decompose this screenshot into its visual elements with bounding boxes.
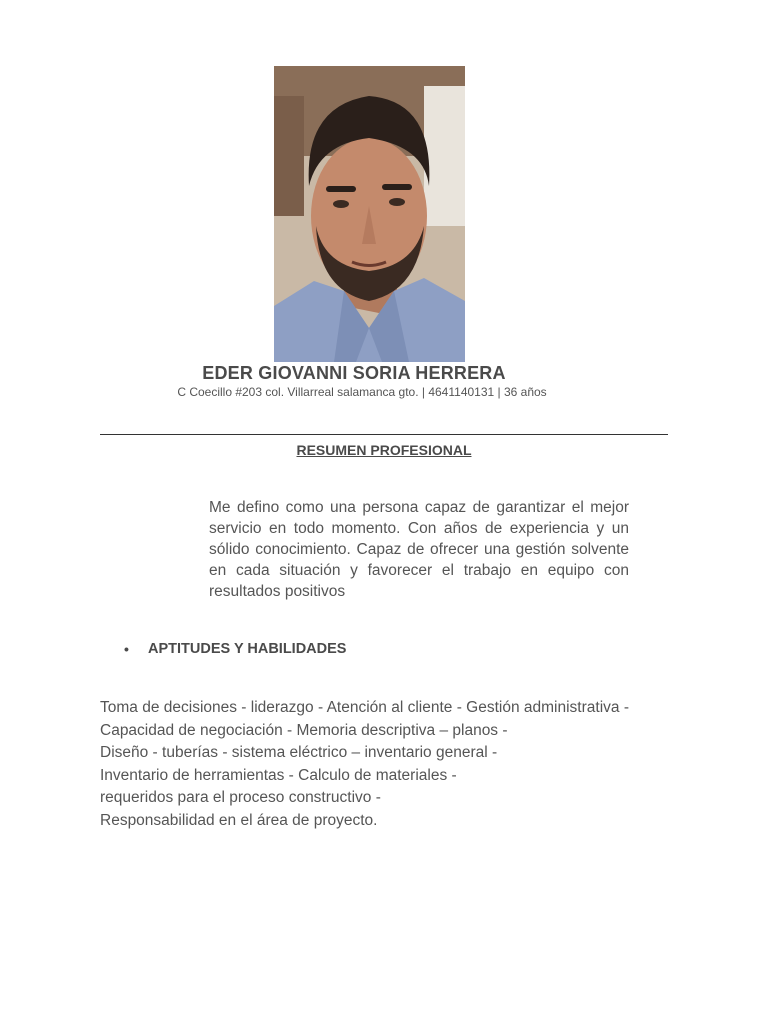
section-divider (100, 434, 668, 435)
skills-line: requeridos para el proceso constructivo - (100, 789, 381, 806)
summary-heading: RESUMEN PROFESIONAL (296, 442, 472, 458)
skills-line: Capacidad de negociación - Memoria descriptiva – planos - (100, 721, 508, 739)
profile-photo (274, 66, 465, 362)
skills-heading: APTITUDES Y HABILIDADES (148, 641, 347, 657)
candidate-name: EDER GIOVANNI SORIA HERRERA (202, 363, 506, 383)
skills-line: Inventario de herramientas - Calculo de materiales - (100, 766, 457, 784)
bullet-icon: • (124, 641, 129, 657)
portrait-illustration (274, 66, 465, 362)
skills-line: Toma de decisiones - liderazgo - Atención al cliente - Gestión administrativa - (100, 699, 629, 716)
summary-text: Me defino como una persona capaz de garantizar el mejor servicio en todo momento. Con años de experiencia y un sólido conocimiento. Capaz de ofrecer una gestión solvente en cada situación y favorecer el trabajo en equipo con resultados positivos (209, 499, 629, 600)
contact-info: C Coecillo #203 col. Villarreal salamanca gto. | 4641140131 | 36 años (177, 385, 547, 399)
skills-line: Diseño - tuberías - sistema eléctrico – inventario general - (100, 744, 498, 761)
skills-line: Responsabilidad en el área de proyecto. (100, 811, 378, 829)
skills-list (100, 697, 700, 832)
